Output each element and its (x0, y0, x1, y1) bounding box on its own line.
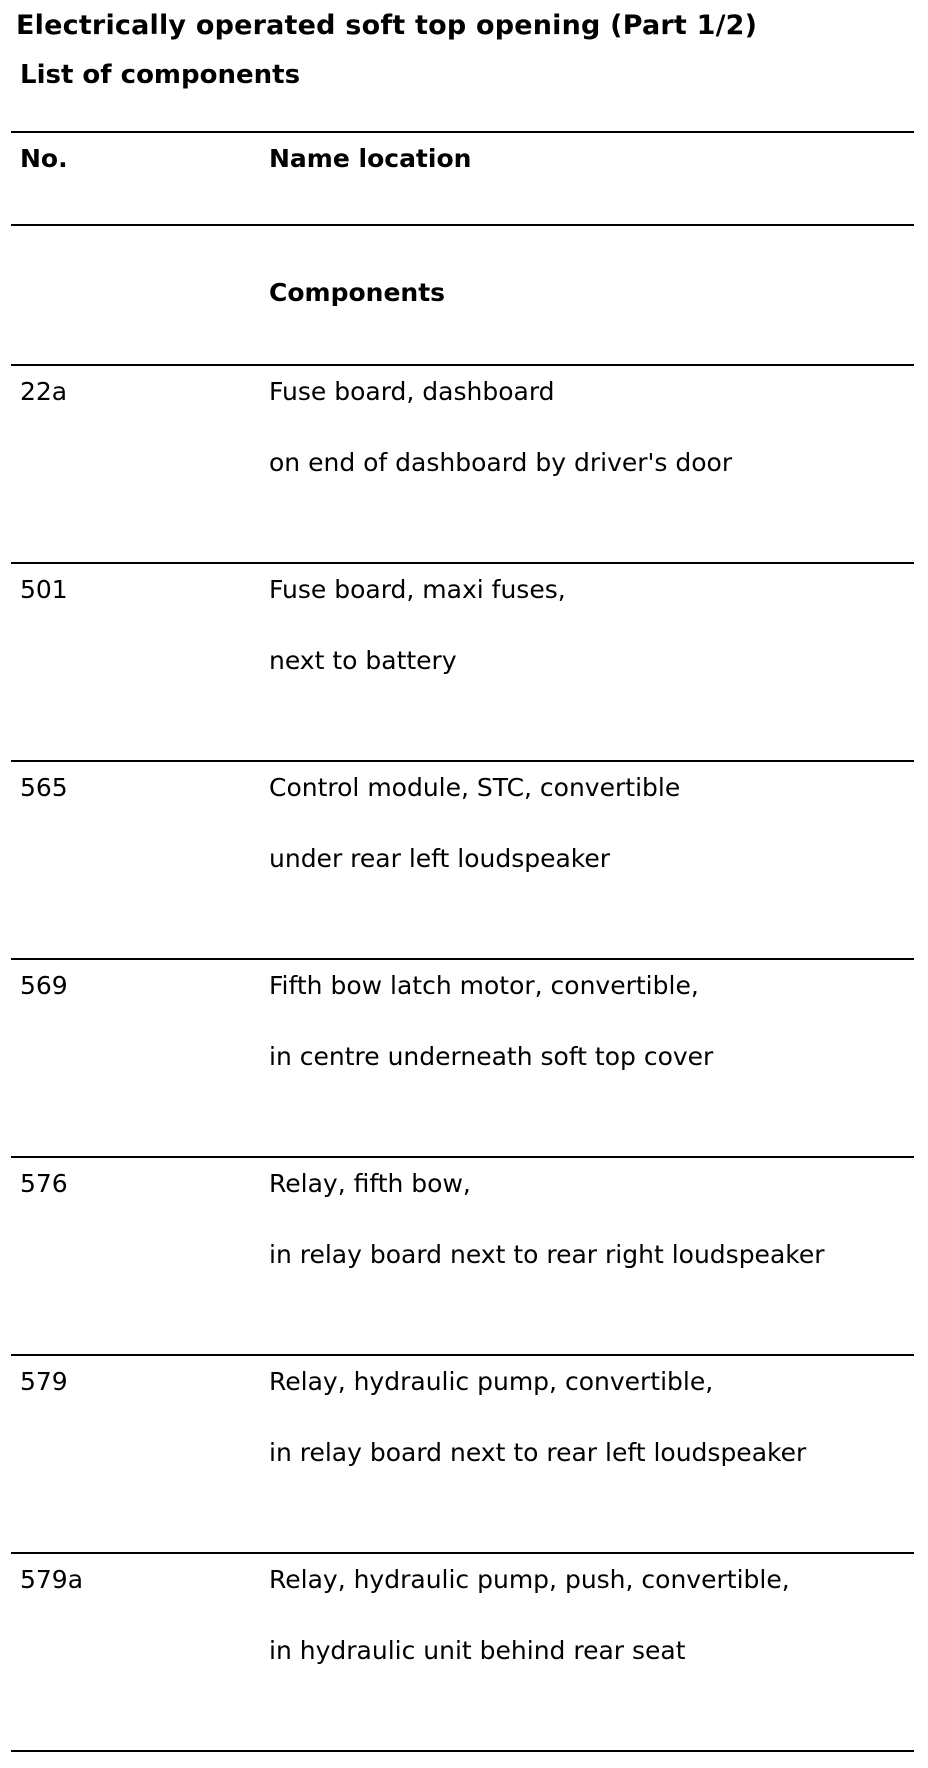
table-row (11, 958, 914, 1156)
component-name: Fifth bow latch motor, convertible, (269, 971, 699, 1000)
section-label: Components (269, 278, 446, 307)
component-number: 579 (20, 1367, 68, 1396)
page-title: Electrically operated soft top opening (Part 1/2) (16, 10, 758, 41)
component-location: in hydraulic unit behind rear seat (269, 1636, 686, 1665)
table-header-row (11, 131, 914, 224)
table-row (11, 364, 914, 562)
page-subtitle: List of components (20, 60, 301, 90)
component-number: 576 (20, 1169, 68, 1198)
component-number: 569 (20, 971, 68, 1000)
table-row (11, 760, 914, 958)
component-number: 22a (20, 377, 68, 406)
table-row (11, 1156, 914, 1354)
components-table (11, 131, 914, 1752)
component-name: Fuse board, maxi fuses, (269, 575, 566, 604)
header-no: No. (20, 144, 68, 173)
component-number: 579a (20, 1565, 84, 1594)
table-row (11, 562, 914, 760)
component-number: 565 (20, 773, 68, 802)
header-name-location: Name location (269, 144, 472, 173)
component-name: Fuse board, dashboard (269, 377, 555, 406)
component-location: on end of dashboard by driver's door (269, 448, 733, 477)
component-name: Control module, STC, convertible (269, 773, 681, 802)
component-name: Relay, fifth bow, (269, 1169, 471, 1198)
component-number: 501 (20, 575, 68, 604)
component-location: in relay board next to rear right loudspeaker (269, 1240, 825, 1269)
component-location: next to battery (269, 646, 457, 675)
component-name: Relay, hydraulic pump, convertible, (269, 1367, 714, 1396)
section-row (11, 224, 914, 364)
component-location: under rear left loudspeaker (269, 844, 611, 873)
table-row (11, 1552, 914, 1750)
table-bottom-rule (11, 1750, 914, 1752)
component-name: Relay, hydraulic pump, push, convertible, (269, 1565, 790, 1594)
component-location: in relay board next to rear left loudspeaker (269, 1438, 807, 1467)
table-row (11, 1354, 914, 1552)
component-location: in centre underneath soft top cover (269, 1042, 714, 1071)
